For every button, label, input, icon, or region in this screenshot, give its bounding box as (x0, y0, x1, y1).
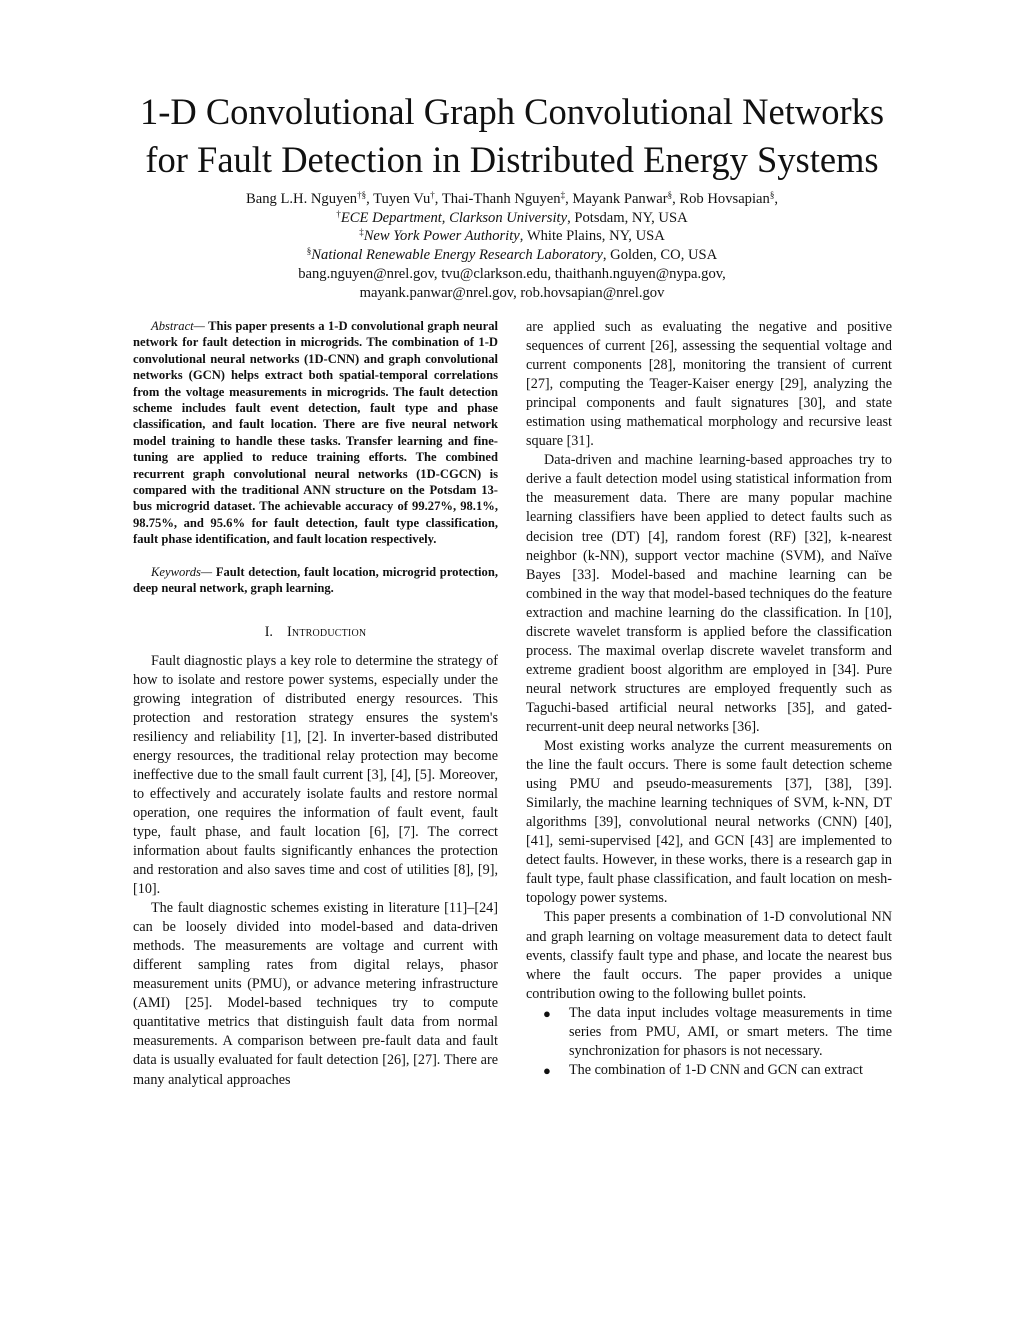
section-title: Introduction (286, 623, 367, 640)
body-paragraph: This paper presents a combination of 1-D convolutional NN and graph learning on voltage measurement data to detect fault events, classify fault type and phase, and locate the nearest bus where the fault occurs. The paper provides a unique contribution owing to the following bullet points. (526, 909, 892, 1002)
section-number: I. (264, 623, 273, 640)
affiliation-org: National Renewable Energy Research Laboratory (311, 247, 603, 264)
title-line-2: for Fault Detection in Distributed Energy Systems (145, 139, 879, 180)
body-paragraph: The fault diagnostic schemes existing in literature [11]–[24] can be loosely divided into model-based and data-driven methods. The measurements are voltage and current with different sampling rates from digital relays, phasor measurement units (PMU), or advance metering infrastructure (AMI) [25]. Model-based techniques try to compute quantitative metrics that distinguish fault data from normal measurements. A comparison between pre-fault data and fault data is usually evaluated for fault detection [26], [27]. There are many analytical approaches (133, 900, 498, 1088)
right-column (526, 318, 892, 1080)
affiliation-mark: § (306, 246, 312, 257)
author-name: Bang L.H. Nguyen (246, 191, 358, 207)
affiliation-2 (120, 227, 904, 246)
list-item-text: The data input includes voltage measurements in time series from PMU, AMI, or smart meters. The time synchronization for phasors is not necessary. (569, 1004, 892, 1059)
list-item (526, 1061, 892, 1080)
abstract-text: This paper presents a 1-D convolutional graph neural network for fault detection in microgrids. The combination of 1-D convolutional neural networks (1D-CNN) and graph convolutional networks (GCN) helps extract both spatial-temporal correlations from the voltage measurements in microgrids. The fault detection scheme includes fault event detection, fault type and phase classification, and fault location. There are five neural network model training to handle these tasks. Transfer learning and fine-tuning are applied to reduce training efforts. The combined recurrent graph convolutional neural networks (1D-CGCN) is compared with the traditional ANN structure on the Potsdam 13-bus microgrid dataset. The achievable accuracy of 99.27%, 98.1%, 98.75%, and 95.6% for fault detection, fault type classification, fault phase identification, and fault location respectively. (133, 319, 498, 547)
affiliation-1 (120, 209, 904, 228)
body-paragraph: Most existing works analyze the current measurements on the line the fault occurs. There is some fault detection scheme using PMU and pseudo-measurements [37], [38], [39]. Similarly, the machine learning techniques of SVM, k-NN, DT algorithms [39], convolutional neural networks (CNN) [40], [41], semi-supervised [42], and GCN [43] are implemented to detect faults. However, in these works, there is a research gap in fault type, fault phase classification, and fault location on mesh-topology power systems. (526, 738, 892, 907)
author-mark: ‡ (560, 190, 566, 200)
list-item (526, 1004, 892, 1061)
abstract-lead: Abstract— (151, 319, 205, 333)
author-name: Thai-Thanh Nguyen (441, 191, 561, 207)
author-name: Rob Hovsapian (679, 191, 770, 207)
author-sep: , (565, 191, 573, 207)
keywords-text: Fault detection, fault location, microgrid protection, deep neural network, graph learning. (133, 564, 498, 596)
author-sep: , (366, 191, 374, 207)
bullet-icon: ● (543, 1005, 551, 1021)
author-mark: †§ (357, 190, 367, 200)
paper-title (60, 88, 964, 184)
author-sep: , (672, 191, 680, 207)
section-heading (133, 623, 498, 642)
affiliation-org: ECE Department, Clarkson University (340, 209, 568, 226)
author-name: Tuyen Vu (373, 191, 431, 207)
affiliation-place: , White Plains, NY, USA (519, 228, 665, 245)
emails-line-1: bang.nguyen@nrel.gov, tvu@clarkson.edu, thaithanh.nguyen@nypa.gov, (298, 265, 726, 282)
author-mark: † (430, 190, 435, 200)
author-sep: , (774, 191, 778, 207)
bullet-icon: ● (543, 1062, 551, 1078)
affiliation-org: New York Power Authority (363, 228, 520, 245)
keywords (133, 564, 498, 597)
author-name: Mayank Panwar (572, 191, 668, 207)
affiliation-place: , Golden, CO, USA (602, 247, 718, 264)
author-mark: § (667, 190, 673, 200)
affiliation-mark: ‡ (359, 227, 364, 238)
emails-line-2: mayank.panwar@nrel.gov, rob.hovsapian@nrel.gov (359, 284, 665, 301)
author-mark: § (769, 190, 775, 200)
contribution-list (526, 1004, 892, 1080)
body-paragraph: are applied such as evaluating the negative and positive sequences of current [26], assessing the sequential voltage and current components [28], monitoring the transient of current [27], computing the Teager-Kaiser energy [29], analyzing the principal components and fault signatures [30], and state estimation using mathematical morphology and recursive least square [31]. (526, 319, 892, 450)
author-sep: , (434, 191, 442, 207)
body-paragraph: Fault diagnostic plays a key role to determine the strategy of how to isolate and restore power systems, especially under the growing integration of distributed energy resources. This protection and restoration strategy ensures the system's resiliency and reliability [1], [2]. In inverter-based distributed energy resources, the traditional relay protection may become ineffective due to the small fault current [3], [4], [5]. Moreover, to effectively and accurately isolate faults and restore normal operation, one requires the information of fault event, fault type, fault phase, and fault location [6], [7]. The correct information about faults significantly enhances the protection and restoration and also saves time and cost of utilities [8], [9], [10]. (133, 652, 498, 898)
author-block (120, 190, 904, 302)
author-names (120, 190, 904, 209)
keywords-lead: Keywords— (151, 564, 213, 579)
body-paragraph: Data-driven and machine learning-based approaches try to derive a fault detection model using statistical information from the measurement data. There are many popular machine learning classifiers have been applied to detect faults such as decision tree (DT) [4], random forest (RF) [32], k-nearest neighbor (k-NN), support vector machine (SVM), and Naïve Bayes [33]. Model-based and machine learning can be combined in the way that model-based techniques do the feature extraction and machine learning do the classification. In [10], discrete wavelet transform is applied before the classification process. The maximal overlap discrete wavelet transform and extreme gradient boost algorithm are employed in [34]. Pure neural network structures are employed frequently such as Taguchi-based artificial neural networks [35], and gated-recurrent-unit deep neural networks [36]. (526, 452, 892, 735)
title-line-1: 1-D Convolutional Graph Convolutional Networks (139, 91, 885, 132)
affiliation-place: , Potsdam, NY, USA (567, 209, 688, 226)
abstract (133, 318, 498, 548)
left-column (133, 318, 498, 1090)
affiliation-3 (120, 246, 904, 265)
affiliation-mark: † (336, 208, 341, 219)
list-item-text: The combination of 1-D CNN and GCN can extract (569, 1061, 863, 1078)
